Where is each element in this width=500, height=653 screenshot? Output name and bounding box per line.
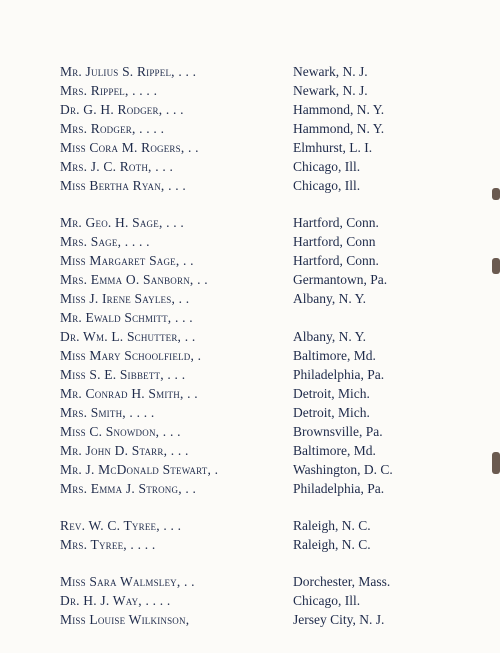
leader-dots: . . .: [170, 443, 189, 458]
page-edge-mark: [492, 258, 500, 274]
passenger-row: [60, 346, 440, 365]
passenger-row: [60, 100, 440, 119]
passenger-residence: Newark, N. J.: [293, 83, 368, 98]
passenger-name: Dr. H. J. Way,: [60, 593, 142, 608]
passenger-name-cell: [60, 346, 293, 365]
passenger-row: [60, 119, 440, 138]
passenger-residence: Elmhurst, L. I.: [293, 140, 373, 155]
passenger-residence: Raleigh, N. C.: [293, 518, 371, 533]
passenger-residence: Chicago, Ill.: [293, 593, 361, 608]
passenger-name: Mr. Conrad H. Smith,: [60, 386, 184, 401]
passenger-residence: Washington, D. C.: [293, 462, 393, 477]
passenger-name: Miss Cora M. Rogers,: [60, 140, 185, 155]
passenger-name: Mrs. Tyree,: [60, 537, 127, 552]
passenger-residence: Germantown, Pa.: [293, 272, 388, 287]
leader-dots: . . .: [167, 367, 186, 382]
passenger-row: [60, 591, 440, 610]
leader-dots: . . .: [166, 215, 184, 230]
passenger-name: Mr. Julius S. Rippel,: [60, 64, 175, 79]
passenger-name-cell: [60, 591, 293, 610]
passenger-residence: Hammond, N. Y.: [293, 102, 385, 117]
passenger-name: Mr. Ewald Schmitt,: [60, 310, 172, 325]
passenger-name-cell: [60, 62, 293, 81]
passenger-row: [60, 422, 440, 441]
passenger-name-cell: [60, 289, 293, 308]
passenger-residence: Hartford, Conn.: [293, 253, 379, 268]
passenger-name-cell: [60, 327, 293, 346]
passenger-row: [60, 479, 440, 498]
passenger-row: [60, 327, 440, 346]
passenger-name: Miss Louise Wilkinson,: [60, 612, 190, 627]
passenger-row: [60, 213, 440, 232]
passenger-residence: Newark, N. J.: [293, 64, 368, 79]
passenger-name: Miss S. E. Sibbett,: [60, 367, 164, 382]
passenger-row: [60, 572, 440, 591]
leader-dots: . . .: [163, 518, 182, 533]
passenger-name-cell: [60, 535, 293, 554]
passenger-row: [60, 610, 440, 629]
passenger-residence: Hartford, Conn: [293, 234, 376, 249]
passenger-residence: Chicago, Ill.: [293, 178, 361, 193]
passenger-name: Mr. John D. Starr,: [60, 443, 168, 458]
passenger-name: Miss Bertha Ryan,: [60, 178, 165, 193]
passenger-residence: Jersey City, N. J.: [293, 612, 385, 627]
passenger-row: [60, 157, 440, 176]
passenger-row: [60, 460, 440, 479]
passenger-residence: Brownsville, Pa.: [293, 424, 383, 439]
passenger-residence: Hammond, N. Y.: [293, 121, 385, 136]
passenger-row: [60, 62, 440, 81]
passenger-row: [60, 365, 440, 384]
leader-dots: . . . .: [145, 593, 171, 608]
leader-dots: . . . .: [124, 234, 150, 249]
passenger-name: Miss C. Snowdon,: [60, 424, 160, 439]
passenger-name: Miss Margaret Sage,: [60, 253, 180, 268]
leader-dots: . .: [184, 329, 196, 344]
passenger-row: [60, 251, 440, 270]
passenger-group: [60, 62, 440, 195]
passenger-row: [60, 308, 440, 327]
passenger-name-cell: [60, 572, 293, 591]
passenger-name: Dr. Wm. L. Schutter,: [60, 329, 182, 344]
passenger-row: [60, 176, 440, 195]
passenger-name: Miss Sara Walmsley,: [60, 574, 181, 589]
passenger-name-cell: [60, 100, 293, 119]
passenger-row: [60, 270, 440, 289]
passenger-name-cell: [60, 119, 293, 138]
passenger-name-cell: [60, 157, 293, 176]
passenger-name-cell: [60, 213, 293, 232]
leader-dots: . .: [187, 140, 199, 155]
passenger-row: [60, 232, 440, 251]
passenger-residence: Detroit, Mich.: [293, 405, 370, 420]
passenger-name-cell: [60, 441, 293, 460]
leader-dots: . . .: [168, 178, 186, 193]
passenger-name: Mr. J. McDonald Stewart,: [60, 462, 212, 477]
leader-dots: . . .: [178, 64, 197, 79]
passenger-name: Rev. W. C. Tyree,: [60, 518, 160, 533]
passenger-name-cell: [60, 251, 293, 270]
leader-dots: . .: [178, 291, 190, 306]
leader-dots: . . . .: [139, 121, 165, 136]
passenger-name-cell: [60, 81, 293, 100]
leader-dots: . . . .: [129, 405, 155, 420]
passenger-residence: Detroit, Mich.: [293, 386, 370, 401]
passenger-residence: Raleigh, N. C.: [293, 537, 371, 552]
leader-dots: . . . .: [130, 537, 156, 552]
passenger-name-cell: [60, 516, 293, 535]
passenger-residence: Hartford, Conn.: [293, 215, 379, 230]
passenger-residence: Baltimore, Md.: [293, 348, 376, 363]
passenger-residence: [293, 308, 440, 327]
passenger-name: Mrs. Emma O. Sanborn,: [60, 272, 194, 287]
passenger-group: [60, 572, 440, 629]
passenger-list: [60, 62, 440, 647]
passenger-row: [60, 384, 440, 403]
page-edge-mark: [492, 452, 500, 474]
passenger-name-cell: [60, 270, 293, 289]
passenger-name: Dr. G. H. Rodger,: [60, 102, 163, 117]
passenger-name: Miss J. Irene Sayles,: [60, 291, 176, 306]
passenger-residence: Chicago, Ill.: [293, 159, 361, 174]
leader-dots: .: [214, 462, 219, 477]
passenger-row: [60, 535, 440, 554]
passenger-name: Mrs. J. C. Roth,: [60, 159, 152, 174]
leader-dots: . .: [185, 481, 197, 496]
leader-dots: . . .: [165, 102, 184, 117]
leader-dots: .: [197, 348, 202, 363]
passenger-residence: Dorchester, Mass.: [293, 574, 391, 589]
passenger-name-cell: [60, 610, 293, 629]
passenger-name: Mrs. Rodger,: [60, 121, 136, 136]
passenger-residence: Philadelphia, Pa.: [293, 481, 385, 496]
passenger-row: [60, 138, 440, 157]
passenger-row: [60, 289, 440, 308]
leader-dots: . .: [197, 272, 208, 287]
passenger-name-cell: [60, 176, 293, 195]
passenger-name: Mrs. Sage,: [60, 234, 122, 249]
passenger-name-cell: [60, 384, 293, 403]
leader-dots: . .: [183, 253, 194, 268]
leader-dots: . . . .: [132, 83, 158, 98]
leader-dots: . . .: [162, 424, 181, 439]
passenger-name-cell: [60, 460, 293, 479]
passenger-residence: Baltimore, Md.: [293, 443, 376, 458]
leader-dots: . .: [187, 386, 198, 401]
passenger-residence: Philadelphia, Pa.: [293, 367, 385, 382]
page-edge-mark: [492, 188, 500, 200]
passenger-name: Mrs. Smith,: [60, 405, 126, 420]
leader-dots: . .: [184, 574, 195, 589]
leader-dots: . . .: [155, 159, 174, 174]
passenger-row: [60, 403, 440, 422]
passenger-name-cell: [60, 365, 293, 384]
passenger-name-cell: [60, 422, 293, 441]
passenger-name-cell: [60, 232, 293, 251]
leader-dots: . . .: [174, 310, 193, 325]
passenger-name-cell: [60, 308, 293, 327]
passenger-row: [60, 516, 440, 535]
passenger-residence: Albany, N. Y.: [293, 291, 366, 306]
passenger-group: [60, 213, 440, 498]
passenger-row: [60, 441, 440, 460]
passenger-name: Mr. Geo. H. Sage,: [60, 215, 163, 230]
passenger-name: Mrs. Emma J. Strong,: [60, 481, 182, 496]
passenger-group: [60, 516, 440, 554]
passenger-row: [60, 81, 440, 100]
passenger-name: Miss Mary Schoolfield,: [60, 348, 195, 363]
passenger-name: Mrs. Rippel,: [60, 83, 129, 98]
passenger-name-cell: [60, 138, 293, 157]
passenger-name-cell: [60, 403, 293, 422]
passenger-name-cell: [60, 479, 293, 498]
passenger-residence: Albany, N. Y.: [293, 329, 366, 344]
